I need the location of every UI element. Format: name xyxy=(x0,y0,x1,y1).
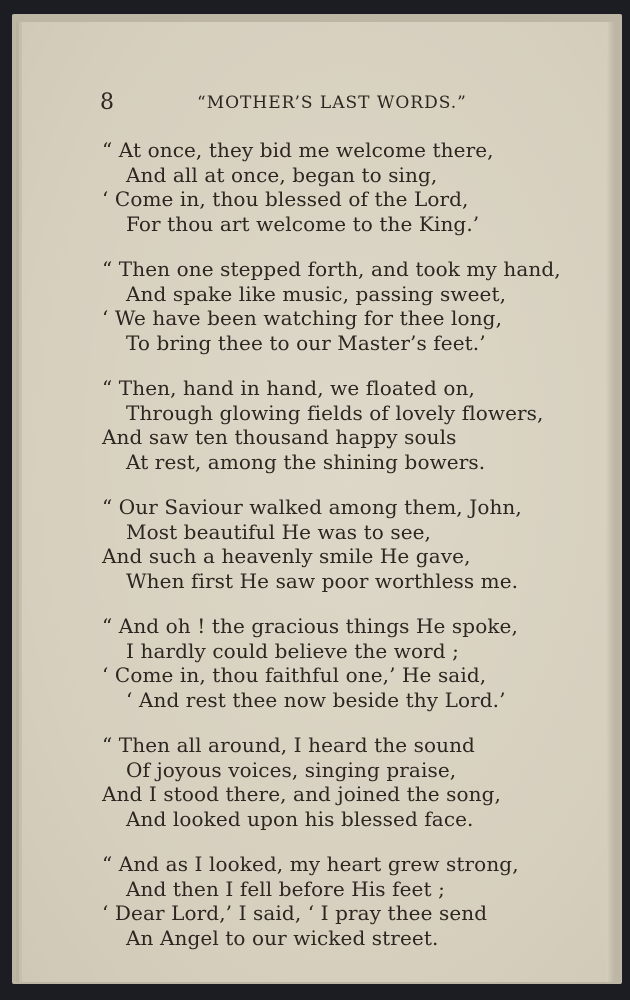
poem-line: “ Then, hand in hand, we floated on, xyxy=(102,376,475,400)
page-header xyxy=(100,90,520,120)
stanza xyxy=(102,733,572,831)
book-page xyxy=(22,22,614,982)
poem-line: And looked upon his blessed face. xyxy=(126,806,474,831)
page-number: 8 xyxy=(100,90,114,115)
poem-line: And such a heavenly smile He gave, xyxy=(102,544,471,568)
poem-line: “ And as I looked, my heart grew strong, xyxy=(102,852,519,876)
stanza xyxy=(102,376,572,474)
poem-line: Most beautiful He was to see, xyxy=(126,519,432,544)
stanza xyxy=(102,614,572,712)
poem-line: “ Then all around, I heard the sound xyxy=(102,733,475,757)
poem-line: An Angel to our wicked street. xyxy=(126,925,439,950)
stanza xyxy=(102,257,572,355)
poem-line: ‘ Come in, thou blessed of the Lord, xyxy=(102,187,469,211)
poem-line: “ Our Saviour walked among them, John, xyxy=(102,495,522,519)
poem-line: I hardly could believe the word ; xyxy=(126,638,459,663)
poem-line: ‘ We have been watching for thee long, xyxy=(102,306,503,330)
poem-line: “ At once, they bid me welcome there, xyxy=(102,138,494,162)
poem-line: And then I fell before His feet ; xyxy=(126,876,445,901)
poem-line: Of joyous voices, singing praise, xyxy=(126,757,457,782)
poem-line: For thou art welcome to the King.’ xyxy=(126,211,480,236)
poem-line: When first He saw poor worthless me. xyxy=(126,568,519,593)
poem-line: And all at once, began to sing, xyxy=(126,162,438,187)
poem-line: ‘ And rest thee now beside thy Lord.’ xyxy=(126,687,506,712)
poem-body xyxy=(102,138,572,971)
poem-line: And saw ten thousand happy souls xyxy=(102,425,457,449)
poem-line: ‘ Dear Lord,’ I said, ‘ I pray thee send xyxy=(102,901,488,925)
poem-line: “ And oh ! the gracious things He spoke, xyxy=(102,614,518,638)
poem-line: And spake like music, passing sweet, xyxy=(126,281,507,306)
stanza xyxy=(102,495,572,593)
running-title: “MOTHER’S LAST WORDS.” xyxy=(197,93,467,113)
poem-line: Through glowing fields of lovely flowers, xyxy=(126,400,544,425)
poem-line: ‘ Come in, thou faithful one,’ He said, xyxy=(102,663,487,687)
page-edge xyxy=(606,22,614,982)
poem-line: At rest, among the shining bowers. xyxy=(126,449,486,474)
poem-line: And I stood there, and joined the song, xyxy=(102,782,501,806)
poem-line: To bring thee to our Master’s feet.’ xyxy=(126,330,486,355)
stanza xyxy=(102,138,572,236)
poem-line: “ Then one stepped forth, and took my hand, xyxy=(102,257,561,281)
stanza xyxy=(102,852,572,950)
